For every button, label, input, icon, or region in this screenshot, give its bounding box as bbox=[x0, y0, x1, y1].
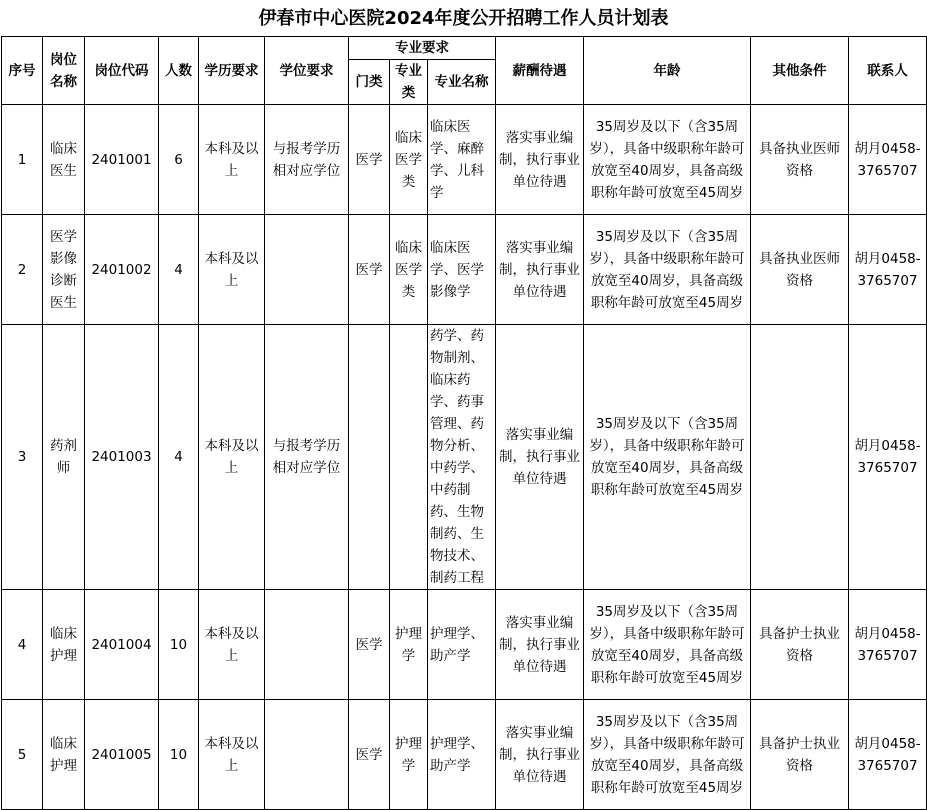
cell-major-name: 临床医学、麻醉学、儿科学 bbox=[428, 105, 496, 215]
cell-other bbox=[751, 325, 849, 590]
cell-degree: 与报考学历相对应学位 bbox=[265, 325, 349, 590]
table-row bbox=[2, 105, 927, 215]
cell-major-name: 药学、药物制剂、临床药学、药事管理、药物分析、中药学、中药制药、生物制药、生物技术、制药工程 bbox=[428, 325, 496, 590]
cell-category: 医学 bbox=[349, 215, 390, 325]
cell-age: 35周岁及以下（含35周岁），具备中级职称年龄可放宽至40周岁，具备高级职称年龄可放宽至45周岁 bbox=[584, 325, 751, 590]
cell-contact: 胡月0458-3765707 bbox=[849, 590, 927, 700]
header-position-name: 岗位名称 bbox=[43, 37, 85, 105]
cell-major-class: 护理学 bbox=[390, 590, 428, 700]
cell-count: 10 bbox=[159, 590, 199, 700]
header-salary: 薪酬待遇 bbox=[496, 37, 584, 105]
cell-major-class: 护理学 bbox=[390, 700, 428, 810]
cell-position-code: 2401003 bbox=[85, 325, 159, 590]
header-education: 学历要求 bbox=[199, 37, 265, 105]
cell-degree bbox=[265, 700, 349, 810]
header-degree: 学位要求 bbox=[265, 37, 349, 105]
cell-degree bbox=[265, 590, 349, 700]
cell-count: 10 bbox=[159, 700, 199, 810]
cell-major-name: 临床医学、医学影像学 bbox=[428, 215, 496, 325]
cell-education: 本科及以上 bbox=[199, 590, 265, 700]
cell-category: 医学 bbox=[349, 105, 390, 215]
cell-category: 医学 bbox=[349, 590, 390, 700]
cell-position-code: 2401001 bbox=[85, 105, 159, 215]
header-row-top bbox=[2, 37, 927, 60]
cell-category bbox=[349, 325, 390, 590]
cell-major-class: 临床医学类 bbox=[390, 215, 428, 325]
cell-seq: 4 bbox=[2, 590, 43, 700]
table-row bbox=[2, 590, 927, 700]
cell-major-name: 护理学、助产学 bbox=[428, 700, 496, 810]
cell-age: 35周岁及以下（含35周岁），具备中级职称年龄可放宽至40周岁，具备高级职称年龄可放宽至45周岁 bbox=[584, 105, 751, 215]
cell-position-code: 2401005 bbox=[85, 700, 159, 810]
cell-major-class: 临床医学类 bbox=[390, 105, 428, 215]
cell-seq: 2 bbox=[2, 215, 43, 325]
header-seq: 序号 bbox=[2, 37, 43, 105]
cell-other: 具备执业医师资格 bbox=[751, 215, 849, 325]
table-row bbox=[2, 700, 927, 810]
cell-salary: 落实事业编制，执行事业单位待遇 bbox=[496, 590, 584, 700]
cell-education: 本科及以上 bbox=[199, 700, 265, 810]
cell-count: 4 bbox=[159, 325, 199, 590]
cell-other: 具备护士执业资格 bbox=[751, 700, 849, 810]
cell-seq: 3 bbox=[2, 325, 43, 590]
cell-major-name: 护理学、助产学 bbox=[428, 590, 496, 700]
cell-position-name: 临床医生 bbox=[43, 105, 85, 215]
cell-other: 具备护士执业资格 bbox=[751, 590, 849, 700]
header-major-group: 专业要求 bbox=[349, 37, 496, 60]
cell-position-code: 2401004 bbox=[85, 590, 159, 700]
cell-position-name: 药剂师 bbox=[43, 325, 85, 590]
cell-position-name: 临床护理 bbox=[43, 700, 85, 810]
cell-salary: 落实事业编制，执行事业单位待遇 bbox=[496, 105, 584, 215]
cell-age: 35周岁及以下（含35周岁），具备中级职称年龄可放宽至40周岁，具备高级职称年龄可放宽至45周岁 bbox=[584, 215, 751, 325]
cell-count: 4 bbox=[159, 215, 199, 325]
cell-position-name: 临床护理 bbox=[43, 590, 85, 700]
cell-salary: 落实事业编制，执行事业单位待遇 bbox=[496, 215, 584, 325]
cell-count: 6 bbox=[159, 105, 199, 215]
header-age: 年龄 bbox=[584, 37, 751, 105]
table-row bbox=[2, 215, 927, 325]
recruitment-plan-table bbox=[1, 36, 927, 810]
cell-seq: 1 bbox=[2, 105, 43, 215]
header-major-class: 专业类 bbox=[390, 60, 428, 105]
header-position-code: 岗位代码 bbox=[85, 37, 159, 105]
cell-position-code: 2401002 bbox=[85, 215, 159, 325]
page-title: 伊春市中心医院2024年度公开招聘工作人员计划表 bbox=[258, 8, 669, 29]
header-other: 其他条件 bbox=[751, 37, 849, 105]
cell-degree: 与报考学历相对应学位 bbox=[265, 105, 349, 215]
cell-position-name: 医学影像诊断医生 bbox=[43, 215, 85, 325]
cell-age: 35周岁及以下（含35周岁），具备中级职称年龄可放宽至40周岁，具备高级职称年龄可放宽至45周岁 bbox=[584, 700, 751, 810]
header-major-name: 专业名称 bbox=[428, 60, 496, 105]
cell-category: 医学 bbox=[349, 700, 390, 810]
cell-contact: 胡月0458-3765707 bbox=[849, 105, 927, 215]
cell-other: 具备执业医师资格 bbox=[751, 105, 849, 215]
cell-major-class bbox=[390, 325, 428, 590]
cell-contact: 胡月0458-3765707 bbox=[849, 700, 927, 810]
header-count: 人数 bbox=[159, 37, 199, 105]
cell-education: 本科及以上 bbox=[199, 325, 265, 590]
table-row bbox=[2, 325, 927, 590]
cell-contact: 胡月0458-3765707 bbox=[849, 215, 927, 325]
cell-age: 35周岁及以下（含35周岁），具备中级职称年龄可放宽至40周岁，具备高级职称年龄可放宽至45周岁 bbox=[584, 590, 751, 700]
cell-salary: 落实事业编制，执行事业单位待遇 bbox=[496, 700, 584, 810]
cell-education: 本科及以上 bbox=[199, 105, 265, 215]
cell-seq: 5 bbox=[2, 700, 43, 810]
cell-contact: 胡月0458-3765707 bbox=[849, 325, 927, 590]
header-contact: 联系人 bbox=[849, 37, 927, 105]
cell-salary: 落实事业编制，执行事业单位待遇 bbox=[496, 325, 584, 590]
cell-education: 本科及以上 bbox=[199, 215, 265, 325]
header-category: 门类 bbox=[349, 60, 390, 105]
cell-degree bbox=[265, 215, 349, 325]
